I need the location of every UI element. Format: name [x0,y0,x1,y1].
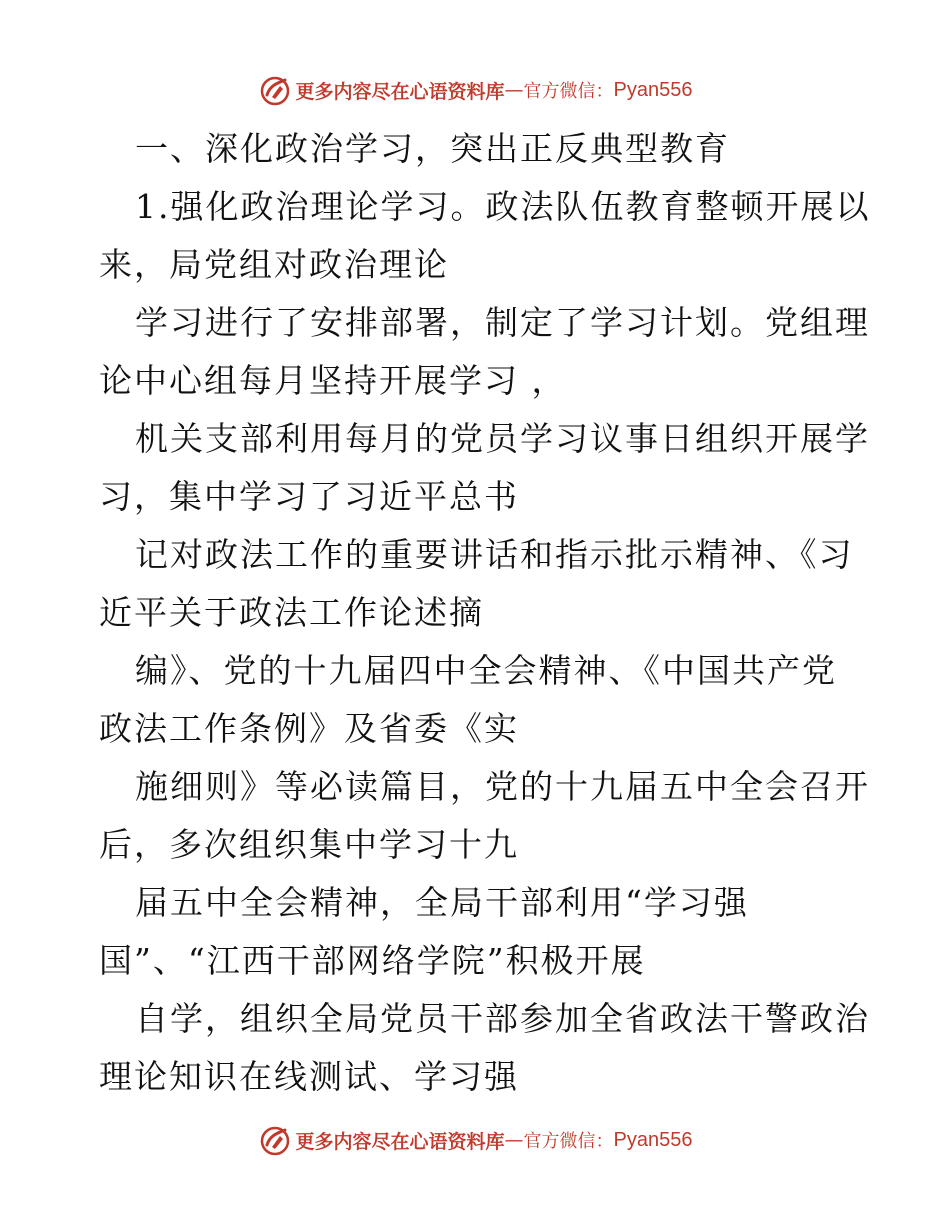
body-line: 施细则》等必读篇目，党的十九届五中全会召开 [135,767,870,806]
body-line: 学习进行了安排部署，制定了学习计划。党组理 [135,303,870,342]
banner-dash: — [504,79,524,101]
banner-wechat-handle: Pyan556 [613,78,693,101]
body-line: 政法工作条例》及省委《实 [99,709,519,748]
footer-banner [0,1120,950,1160]
banner-dash: — [504,1129,524,1151]
body-line: 届五中全会精神，全局干部利用“学习强 [135,883,749,922]
banner-brand-text: 更多内容尽在心语资料库 [295,1130,505,1153]
body-line: 机关支部利用每月的党员学习议事日组织开展学 [135,419,870,458]
body-line: 1.强化政治理论学习。政法队伍教育整顿开展以 [135,187,871,226]
body-line: 编》、党的十九届四中全会精神、《中国共产党 [135,651,837,690]
body-line: 记对政法工作的重要讲话和指示批示精神、《习 [135,535,854,574]
section-heading: 一、深化政治学习，突出正反典型教育 [135,129,730,168]
body-line: 习，集中学习了习近平总书 [99,477,519,516]
body-line: 论中心组每月坚持开展学习 ， [99,361,567,400]
body-line: 国”、“江西干部网络学院”积极开展 [99,941,646,980]
banner-wechat-handle: Pyan556 [613,1128,693,1151]
banner-brand-text: 更多内容尽在心语资料库 [295,80,505,103]
body-line: 近平关于政法工作论述摘 [99,593,484,632]
logo-icon [258,73,292,107]
body-line: 后，多次组织集中学习十九 [99,825,519,864]
banner-official-label: 官方微信： [523,1131,614,1152]
body-line: 自学，组织全局党员干部参加全省政法干警政治 [135,999,870,1038]
header-banner [0,70,950,110]
banner-official-label: 官方微信： [523,81,614,102]
logo-icon [258,1123,292,1157]
body-line: 来，局党组对政治理论 [99,245,449,284]
body-line: 理论知识在线测试、学习强 [99,1057,519,1096]
